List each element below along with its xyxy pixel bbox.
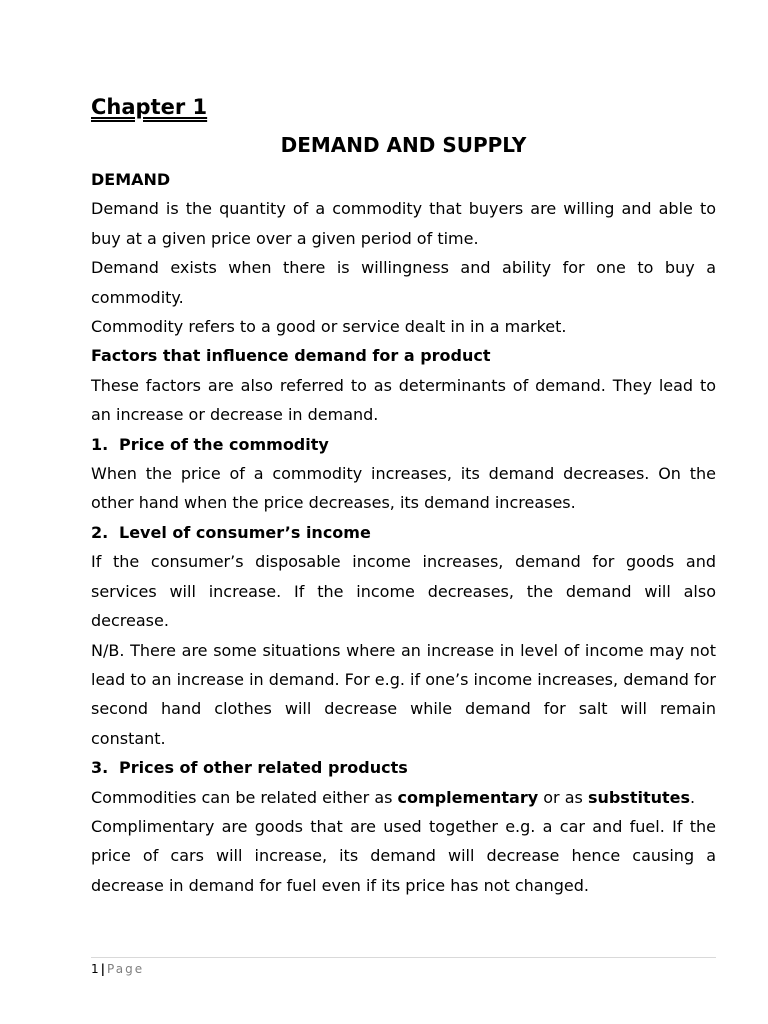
paragraph-related-commodities	[91, 783, 716, 812]
page-label: Page	[107, 962, 145, 976]
page-footer	[91, 957, 716, 978]
factor-heading-related-products	[91, 753, 716, 782]
paragraph-note: N/B. There are some situations where an increase in level of income may not lead to an increase in demand. For e.g. if one’s income increases, demand for second hand clothes will decrease while demand for salt will remain constant.	[91, 640, 716, 748]
text-run: .	[690, 787, 696, 807]
chapter-heading: Chapter 1	[91, 95, 208, 119]
factor-title: Price of the commodity	[119, 434, 329, 454]
text-run: or as	[538, 787, 588, 807]
term-complementary: complementary	[397, 787, 539, 807]
paragraph-commodity-definition: Commodity refers to a good or service dealt in in a market.	[91, 317, 567, 337]
factor-title: Level of consumer’s income	[119, 522, 371, 542]
factor-number: 1.	[91, 434, 109, 454]
footer-separator: |	[100, 962, 106, 976]
paragraph-determinants: These factors are also referred to as determinants of demand. They lead to an increase or decrease in demand.	[91, 375, 716, 425]
paragraph-demand-definition: Demand is the quantity of a commodity that buyers are willing and able to buy at a given price over a given period of time.	[91, 199, 716, 248]
document-title: DEMAND AND SUPPLY	[280, 133, 527, 157]
paragraph-complimentary: Complimentary are goods that are used together e.g. a car and fuel. If the price of cars will increase, its demand will decrease hence causing a decrease in demand for fuel even if its price has not changed.	[91, 816, 716, 895]
paragraph-demand-exists: Demand exists when there is willingness and ability for one to buy a commodity.	[91, 258, 716, 307]
document-body	[91, 92, 716, 900]
term-substitutes: substitutes	[587, 787, 691, 807]
page-number: 1	[91, 962, 99, 976]
factor-heading-income	[91, 518, 716, 547]
factor-title: Prices of other related products	[119, 758, 408, 778]
text-run: Commodities can be related either as	[91, 787, 398, 807]
factor-number: 3.	[91, 758, 109, 778]
paragraph-price: When the price of a commodity increases, its demand decreases. On the other hand when the price decreases, its demand increases.	[91, 464, 716, 513]
paragraph-income: If the consumer’s disposable income increases, demand for goods and services will increase. If the income decreases, the demand will also decrease.	[91, 552, 716, 631]
demand-heading: DEMAND	[91, 170, 171, 189]
factor-number: 2.	[91, 522, 109, 542]
factor-heading-price	[91, 430, 716, 459]
factors-heading: Factors that influence demand for a product	[91, 346, 491, 366]
